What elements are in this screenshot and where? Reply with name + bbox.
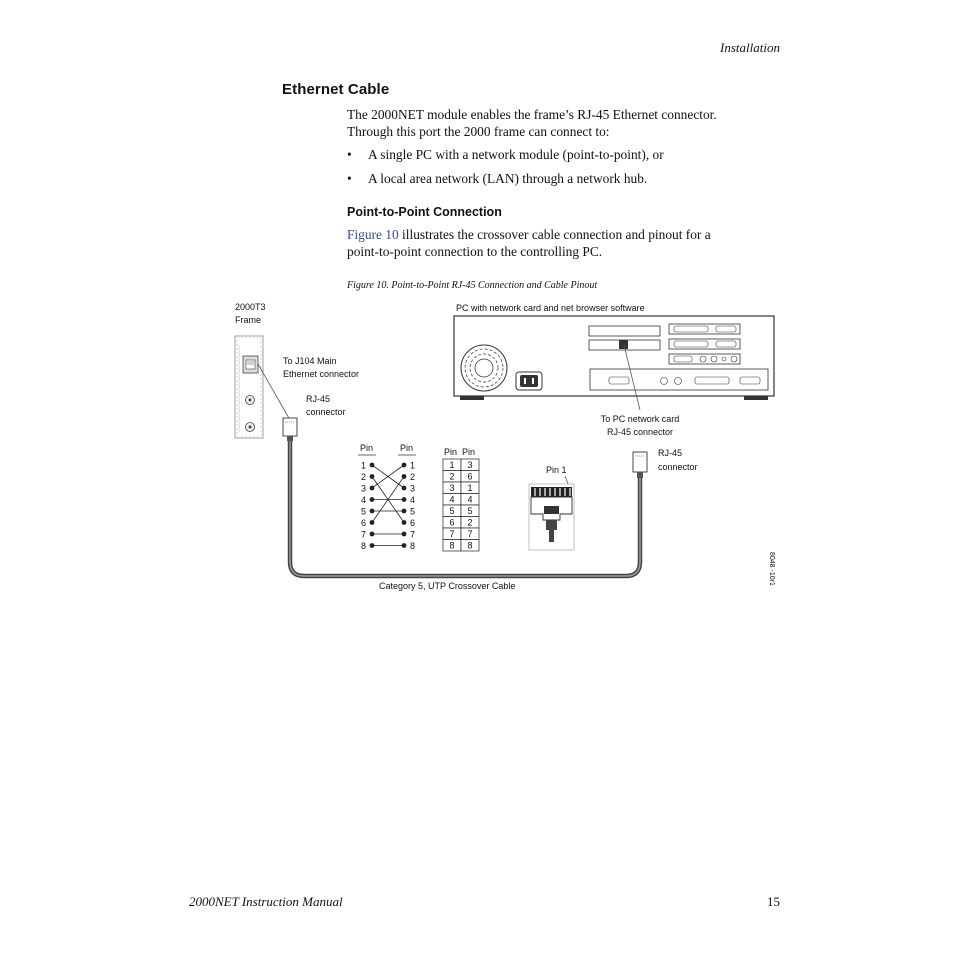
pinout-cell-value: 5: [467, 506, 473, 516]
wiring-pin-left-label: 3: [361, 483, 367, 494]
to-j104-label: To J104 Main: [283, 356, 337, 366]
bullet-marker: •: [347, 147, 352, 162]
pinout-cell-value: 2: [449, 471, 455, 482]
figure-caption: Figure 10. Point-to-Point RJ-45 Connection and Cable Pinout: [347, 280, 598, 291]
wiring-pin-right-label: 6: [410, 518, 416, 528]
running-header: Installation: [720, 40, 780, 55]
wiring-diagram: [361, 461, 415, 552]
pinout-cell-value: 2: [467, 517, 473, 528]
rj45-pin1-detail: [529, 484, 574, 550]
intro-line-1: The 2000NET module enables the frame’s RJ-45 Ethernet connector.: [347, 107, 717, 122]
wiring-pin-right-label: 7: [410, 529, 416, 540]
figure-id: 8048 -10r1: [768, 552, 775, 586]
wiring-pin-left-label: 1: [361, 460, 367, 471]
pinout-cell-value: 3: [467, 460, 473, 470]
rj45-plug-right: [633, 452, 647, 478]
wiring-pin-left-label: 8: [361, 541, 367, 551]
pinout-cell-value: 7: [449, 529, 455, 539]
pinout-cell-value: 1: [467, 483, 473, 493]
pinout-cell-value: 6: [467, 471, 473, 482]
footer-manual-title: 2000NET Instruction Manual: [189, 894, 343, 909]
to-j104-label: Ethernet connector: [283, 369, 360, 379]
table-header-left: Pin: [444, 447, 458, 457]
pinout-cell-value: 3: [449, 483, 455, 493]
wiring-pin-right-label: 5: [410, 506, 416, 517]
wiring-pin-left-label: 2: [361, 472, 367, 482]
pin1-label: Pin 1: [546, 465, 567, 475]
para-text: illustrates the crossover cable connection and pinout for a: [398, 227, 711, 242]
frame-label: Frame: [235, 315, 262, 325]
wiring-pin-left-label: 6: [361, 518, 367, 528]
pinout-cell-value: 4: [449, 494, 455, 505]
pinout-table: [443, 459, 479, 551]
pc-chassis: [454, 316, 774, 400]
subsection-para-line-2: point-to-point connection to the controlling PC.: [347, 244, 603, 259]
bullet-item: A single PC with a network module (point-to-point), or: [368, 147, 664, 162]
pinout-cell-value: 7: [467, 529, 473, 539]
wiring-pin-right-label: 2: [410, 472, 416, 482]
wiring-pin-left-label: 5: [361, 506, 367, 517]
rj45-right-label: RJ-45: [658, 448, 683, 458]
bullet-item: A local area network (LAN) through a network hub.: [368, 171, 648, 186]
pc-label: PC with network card and net browser software: [456, 303, 645, 313]
bullet-marker: •: [347, 171, 352, 186]
frame-panel: [235, 336, 263, 438]
rj45-left-label: connector: [306, 407, 346, 417]
pinout-cell-value: 1: [449, 460, 455, 470]
figure-link[interactable]: Figure 10: [347, 227, 399, 242]
subsection-title: Point-to-Point Connection: [347, 205, 502, 219]
rj45-left-label: RJ-45: [306, 394, 331, 404]
pinout-cell-value: 6: [449, 517, 455, 528]
to-pc-card-label: RJ-45 connector: [606, 427, 674, 437]
pinout-cell-value: 5: [449, 506, 455, 516]
rj45-right-label: connector: [658, 462, 698, 472]
wiring-pin-right-label: 1: [410, 460, 416, 471]
wiring-pin-left-label: 4: [361, 495, 367, 505]
table-header-right: Pin: [462, 447, 476, 457]
wiring-pin-right-label: 4: [410, 495, 416, 505]
pinout-cell-value: 8: [449, 540, 455, 551]
footer-page-number: 15: [767, 894, 780, 909]
intro-line-2: Through this port the 2000 frame can connect to:: [347, 124, 610, 139]
rj45-plug-left: [283, 418, 297, 441]
cable-label: Category 5, UTP Crossover Cable: [379, 581, 516, 591]
pinout-cell-value: 8: [467, 540, 473, 551]
section-title: Ethernet Cable: [282, 81, 390, 98]
wiring-pin-right-label: 3: [410, 483, 416, 494]
wiring-pin-right-label: 8: [410, 541, 416, 551]
wiring-header-left: Pin: [360, 443, 374, 453]
to-pc-card-label: To PC network card: [600, 414, 680, 424]
frame-label: 2000T3: [235, 302, 266, 312]
wiring-pin-left-label: 7: [361, 529, 367, 540]
pinout-cell-value: 4: [467, 494, 473, 505]
wiring-header-right: Pin: [400, 443, 414, 453]
